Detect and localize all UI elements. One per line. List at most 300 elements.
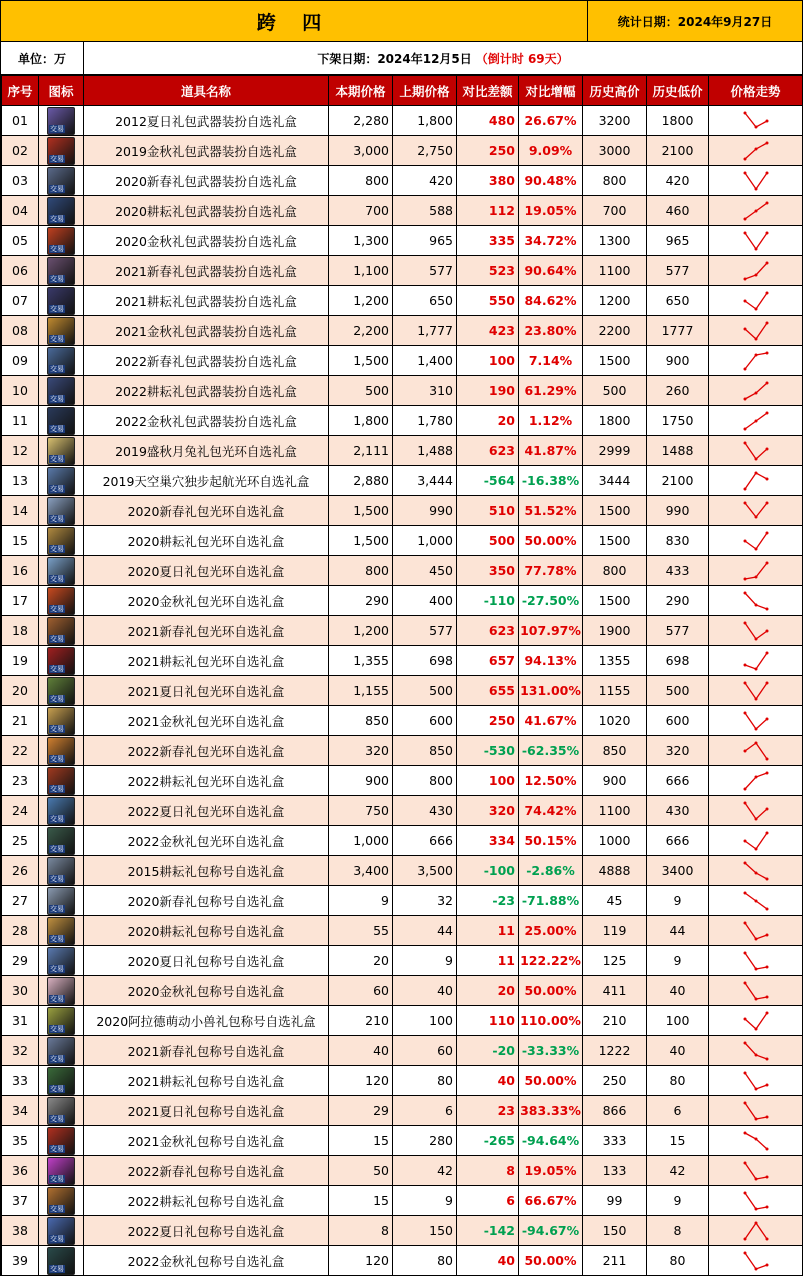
sparkline-point	[743, 501, 746, 504]
row-number: 18	[2, 616, 39, 646]
sparkline-point	[754, 353, 757, 356]
item-name: 2021夏日礼包光环自选礼盒	[84, 676, 329, 706]
price-trend-sparkline	[741, 1218, 771, 1244]
current-price: 15	[329, 1186, 393, 1216]
row-number: 16	[2, 556, 39, 586]
off-shelf-label: 下架日期：2024年12月5日	[317, 51, 472, 66]
sparkline-point	[754, 637, 757, 640]
table-row	[2, 346, 803, 376]
price-trend-cell	[709, 406, 803, 436]
item-icon-cell	[39, 616, 84, 646]
price-table	[1, 75, 803, 1276]
sparkline-point	[765, 201, 768, 204]
history-high: 1100	[583, 796, 647, 826]
sparkline-point	[754, 727, 757, 730]
price-change-percent: 50.00%	[519, 1066, 583, 1096]
sparkline-point	[754, 1207, 757, 1210]
price-trend-sparkline	[741, 588, 771, 614]
sparkline-point	[765, 119, 768, 122]
current-price: 3,400	[329, 856, 393, 886]
price-change-percent: 34.72%	[519, 226, 583, 256]
sparkline-point	[743, 921, 746, 924]
history-high: 1200	[583, 286, 647, 316]
history-high: 1355	[583, 646, 647, 676]
sparkline-point	[743, 397, 746, 400]
table-row	[2, 916, 803, 946]
price-change-percent: 90.48%	[519, 166, 583, 196]
gift-box-icon	[47, 617, 75, 645]
sparkline-point	[765, 531, 768, 534]
price-difference: 655	[457, 676, 519, 706]
price-trend-sparkline	[741, 288, 771, 314]
sparkline-point	[743, 787, 746, 790]
sparkline-point	[754, 337, 757, 340]
history-high: 1155	[583, 676, 647, 706]
price-trend-cell	[709, 106, 803, 136]
item-name: 2022金秋礼包光环自选礼盒	[84, 826, 329, 856]
price-change-percent: -2.86%	[519, 856, 583, 886]
table-row	[2, 1246, 803, 1276]
gift-box-icon	[47, 317, 75, 345]
item-icon-cell	[39, 226, 84, 256]
price-change-percent: 66.67%	[519, 1186, 583, 1216]
sparkline-line	[745, 593, 767, 609]
gift-box-icon	[47, 1007, 75, 1035]
current-price: 2,200	[329, 316, 393, 346]
gift-box-icon	[47, 557, 75, 585]
trade-tag: 交易	[50, 154, 64, 163]
sparkline-line	[745, 983, 767, 999]
sparkline-point	[765, 141, 768, 144]
item-icon-cell	[39, 856, 84, 886]
current-price: 320	[329, 736, 393, 766]
item-icon-cell	[39, 916, 84, 946]
price-difference: 112	[457, 196, 519, 226]
item-name: 2021耕耘礼包称号自选礼盒	[84, 1066, 329, 1096]
price-trend-cell	[709, 556, 803, 586]
price-trend-sparkline	[741, 1038, 771, 1064]
trade-tag: 交易	[50, 184, 64, 193]
price-difference: 8	[457, 1156, 519, 1186]
item-icon-cell	[39, 166, 84, 196]
price-difference: -100	[457, 856, 519, 886]
history-high: 2200	[583, 316, 647, 346]
price-trend-cell	[709, 1066, 803, 1096]
previous-price: 400	[393, 586, 457, 616]
history-high: 250	[583, 1066, 647, 1096]
history-low: 3400	[647, 856, 709, 886]
price-change-percent: 51.52%	[519, 496, 583, 526]
trade-tag: 交易	[50, 754, 64, 763]
current-price: 55	[329, 916, 393, 946]
history-low: 965	[647, 226, 709, 256]
item-name: 2021新春礼包称号自选礼盒	[84, 1036, 329, 1066]
item-icon-cell	[39, 1096, 84, 1126]
history-high: 1020	[583, 706, 647, 736]
sparkline-line	[745, 113, 767, 127]
price-trend-cell	[709, 586, 803, 616]
current-price: 1,155	[329, 676, 393, 706]
item-name: 2020金秋礼包光环自选礼盒	[84, 586, 329, 616]
row-number: 22	[2, 736, 39, 766]
item-name: 2020夏日礼包称号自选礼盒	[84, 946, 329, 976]
previous-price: 3,500	[393, 856, 457, 886]
sparkline-point	[754, 1177, 757, 1180]
trade-tag: 交易	[50, 274, 64, 283]
row-number: 32	[2, 1036, 39, 1066]
gift-box-icon	[47, 227, 75, 255]
price-difference: 523	[457, 256, 519, 286]
current-price: 1,800	[329, 406, 393, 436]
previous-price: 6	[393, 1096, 457, 1126]
trade-tag: 交易	[50, 724, 64, 733]
previous-price: 588	[393, 196, 457, 226]
price-trend-sparkline	[741, 138, 771, 164]
countdown-label: （倒计时 69天）	[475, 51, 569, 66]
table-row	[2, 886, 803, 916]
table-row	[2, 1126, 803, 1156]
history-low: 9	[647, 886, 709, 916]
price-change-percent: 383.33%	[519, 1096, 583, 1126]
history-high: 411	[583, 976, 647, 1006]
previous-price: 80	[393, 1246, 457, 1276]
price-difference: -20	[457, 1036, 519, 1066]
item-icon-cell	[39, 1036, 84, 1066]
sparkline-point	[765, 717, 768, 720]
sparkline-point	[743, 663, 746, 666]
price-difference: 250	[457, 136, 519, 166]
price-trend-cell	[709, 676, 803, 706]
item-icon-cell	[39, 346, 84, 376]
previous-price: 100	[393, 1006, 457, 1036]
trade-tag: 交易	[50, 634, 64, 643]
price-change-percent: 25.00%	[519, 916, 583, 946]
item-name: 2022金秋礼包武器装扮自选礼盒	[84, 406, 329, 436]
price-change-percent: -33.33%	[519, 1036, 583, 1066]
current-price: 800	[329, 556, 393, 586]
sparkline-point	[765, 1147, 768, 1150]
price-change-percent: 50.00%	[519, 976, 583, 1006]
history-high: 45	[583, 886, 647, 916]
trade-tag: 交易	[50, 844, 64, 853]
table-row	[2, 556, 803, 586]
gift-box-icon	[47, 437, 75, 465]
history-high: 1500	[583, 346, 647, 376]
table-row	[2, 166, 803, 196]
price-difference: 100	[457, 766, 519, 796]
price-difference: 100	[457, 346, 519, 376]
sparkline-line	[745, 533, 767, 549]
sparkline-point	[765, 477, 768, 480]
item-name: 2021金秋礼包称号自选礼盒	[84, 1126, 329, 1156]
sparkline-point	[743, 157, 746, 160]
sparkline-point	[754, 817, 757, 820]
history-low: 698	[647, 646, 709, 676]
history-low: 44	[647, 916, 709, 946]
row-number: 09	[2, 346, 39, 376]
price-difference: 510	[457, 496, 519, 526]
trade-tag: 交易	[50, 334, 64, 343]
history-high: 125	[583, 946, 647, 976]
history-high: 3200	[583, 106, 647, 136]
history-high: 1300	[583, 226, 647, 256]
gift-box-icon	[47, 677, 75, 705]
current-price: 1,000	[329, 826, 393, 856]
sparkline-point	[743, 277, 746, 280]
history-high: 150	[583, 1216, 647, 1246]
gift-box-icon	[47, 137, 75, 165]
history-low: 420	[647, 166, 709, 196]
row-number: 30	[2, 976, 39, 1006]
trade-tag: 交易	[50, 994, 64, 1003]
current-price: 290	[329, 586, 393, 616]
sparkline-point	[765, 321, 768, 324]
table-row	[2, 1216, 803, 1246]
item-name: 2021耕耘礼包武器装扮自选礼盒	[84, 286, 329, 316]
sparkline-point	[765, 771, 768, 774]
previous-price: 430	[393, 796, 457, 826]
trade-tag: 交易	[50, 934, 64, 943]
price-trend-cell	[709, 1216, 803, 1246]
history-low: 1488	[647, 436, 709, 466]
price-change-percent: 74.42%	[519, 796, 583, 826]
price-difference: 250	[457, 706, 519, 736]
history-low: 433	[647, 556, 709, 586]
price-difference: 20	[457, 976, 519, 1006]
sparkline-point	[765, 907, 768, 910]
history-low: 577	[647, 616, 709, 646]
price-difference: 190	[457, 376, 519, 406]
sparkline-point	[743, 1251, 746, 1254]
item-name: 2021耕耘礼包光环自选礼盒	[84, 646, 329, 676]
sparkline-line	[745, 683, 767, 699]
table-row	[2, 466, 803, 496]
item-name: 2020耕耘礼包称号自选礼盒	[84, 916, 329, 946]
previous-price: 1,780	[393, 406, 457, 436]
column-header: 序号	[2, 76, 39, 106]
sparkline-point	[765, 231, 768, 234]
column-header: 本期价格	[329, 76, 393, 106]
sparkline-line	[745, 1133, 767, 1149]
history-high: 133	[583, 1156, 647, 1186]
history-high: 333	[583, 1126, 647, 1156]
item-name: 2019金秋礼包武器装扮自选礼盒	[84, 136, 329, 166]
item-name: 2021新春礼包光环自选礼盒	[84, 616, 329, 646]
previous-price: 280	[393, 1126, 457, 1156]
price-trend-sparkline	[741, 798, 771, 824]
sparkline-line	[745, 953, 767, 969]
table-row	[2, 136, 803, 166]
price-trend-sparkline	[741, 438, 771, 464]
row-number: 31	[2, 1006, 39, 1036]
current-price: 700	[329, 196, 393, 226]
item-icon-cell	[39, 1156, 84, 1186]
gift-box-icon	[47, 767, 75, 795]
item-icon-cell	[39, 736, 84, 766]
item-icon-cell	[39, 646, 84, 676]
sparkline-line	[745, 1193, 767, 1209]
price-trend-sparkline	[741, 768, 771, 794]
trade-tag: 交易	[50, 664, 64, 673]
sparkline-point	[765, 933, 768, 936]
previous-price: 965	[393, 226, 457, 256]
item-icon-cell	[39, 796, 84, 826]
table-row	[2, 766, 803, 796]
column-header: 上期价格	[393, 76, 457, 106]
previous-price: 9	[393, 1186, 457, 1216]
row-number: 12	[2, 436, 39, 466]
price-trend-sparkline	[741, 198, 771, 224]
sparkline-point	[754, 547, 757, 550]
history-low: 15	[647, 1126, 709, 1156]
gift-box-icon	[47, 587, 75, 615]
sparkline-line	[745, 623, 767, 639]
table-row	[2, 376, 803, 406]
price-difference: 423	[457, 316, 519, 346]
previous-price: 666	[393, 826, 457, 856]
trade-tag: 交易	[50, 424, 64, 433]
price-difference: -142	[457, 1216, 519, 1246]
item-name: 2020夏日礼包光环自选礼盒	[84, 556, 329, 586]
item-icon-cell	[39, 706, 84, 736]
row-number: 20	[2, 676, 39, 706]
table-row	[2, 946, 803, 976]
previous-price: 577	[393, 256, 457, 286]
current-price: 1,100	[329, 256, 393, 286]
table-row	[2, 496, 803, 526]
previous-price: 1,777	[393, 316, 457, 346]
current-price: 40	[329, 1036, 393, 1066]
sparkline-point	[765, 561, 768, 564]
history-low: 40	[647, 976, 709, 1006]
history-low: 666	[647, 766, 709, 796]
price-difference: 23	[457, 1096, 519, 1126]
item-name: 2015耕耘礼包称号自选礼盒	[84, 856, 329, 886]
trade-tag: 交易	[50, 214, 64, 223]
gift-box-icon	[47, 497, 75, 525]
row-number: 07	[2, 286, 39, 316]
item-icon-cell	[39, 136, 84, 166]
current-price: 2,111	[329, 436, 393, 466]
sparkline-point	[743, 981, 746, 984]
item-icon-cell	[39, 976, 84, 1006]
price-change-percent: 84.62%	[519, 286, 583, 316]
table-row	[2, 406, 803, 436]
sparkline-point	[765, 1083, 768, 1086]
sparkline-point	[765, 291, 768, 294]
row-number: 36	[2, 1156, 39, 1186]
sparkline-point	[754, 1137, 757, 1140]
current-price: 50	[329, 1156, 393, 1186]
gift-box-icon	[47, 527, 75, 555]
price-trend-cell	[709, 886, 803, 916]
item-name: 2020阿拉德萌动小兽礼包称号自选礼盒	[84, 1006, 329, 1036]
history-low: 1750	[647, 406, 709, 436]
price-trend-sparkline	[741, 558, 771, 584]
price-trend-cell	[709, 1186, 803, 1216]
item-name: 2020耕耘礼包光环自选礼盒	[84, 526, 329, 556]
price-trend-sparkline	[741, 828, 771, 854]
history-low: 990	[647, 496, 709, 526]
history-low: 2100	[647, 136, 709, 166]
item-name: 2022新春礼包武器装扮自选礼盒	[84, 346, 329, 376]
row-number: 24	[2, 796, 39, 826]
price-trend-cell	[709, 286, 803, 316]
table-row	[2, 106, 803, 136]
price-change-percent: 1.12%	[519, 406, 583, 436]
price-trend-cell	[709, 1006, 803, 1036]
trade-tag: 交易	[50, 124, 64, 133]
gift-box-icon	[47, 107, 75, 135]
history-high: 1500	[583, 496, 647, 526]
sparkline-point	[754, 1027, 757, 1030]
item-name: 2021新春礼包武器装扮自选礼盒	[84, 256, 329, 286]
sparkline-point	[743, 299, 746, 302]
price-change-percent: 61.29%	[519, 376, 583, 406]
item-icon-cell	[39, 556, 84, 586]
table-row	[2, 976, 803, 1006]
sparkline-point	[754, 273, 757, 276]
price-difference: 11	[457, 946, 519, 976]
price-trend-sparkline	[741, 1098, 771, 1124]
item-icon-cell	[39, 106, 84, 136]
history-high: 1800	[583, 406, 647, 436]
history-low: 600	[647, 706, 709, 736]
history-low: 666	[647, 826, 709, 856]
table-row	[2, 1066, 803, 1096]
sparkline-point	[754, 1267, 757, 1270]
price-trend-sparkline	[741, 918, 771, 944]
trade-tag: 交易	[50, 1144, 64, 1153]
price-trend-cell	[709, 916, 803, 946]
stat-date: 统计日期：2024年9月27日	[617, 14, 773, 29]
sparkline-point	[743, 217, 746, 220]
table-row	[2, 526, 803, 556]
sparkline-line	[745, 653, 767, 669]
history-low: 1800	[647, 106, 709, 136]
history-high: 211	[583, 1246, 647, 1276]
price-trend-cell	[709, 316, 803, 346]
history-low: 577	[647, 256, 709, 286]
sparkline-point	[765, 351, 768, 354]
current-price: 1,500	[329, 526, 393, 556]
price-trend-cell	[709, 1096, 803, 1126]
gift-box-icon	[47, 167, 75, 195]
price-trend-sparkline	[741, 318, 771, 344]
column-header: 道具名称	[84, 76, 329, 106]
current-price: 120	[329, 1066, 393, 1096]
previous-price: 1,488	[393, 436, 457, 466]
sparkline-point	[765, 171, 768, 174]
sparkline-point	[765, 629, 768, 632]
previous-price: 698	[393, 646, 457, 676]
trade-tag: 交易	[50, 1024, 64, 1033]
off-shelf-date	[84, 42, 802, 74]
item-icon-cell	[39, 1186, 84, 1216]
gift-box-icon	[47, 827, 75, 855]
previous-price: 310	[393, 376, 457, 406]
gift-box-icon	[47, 857, 75, 885]
sparkline-point	[743, 1161, 746, 1164]
sparkline-line	[745, 1163, 767, 1179]
history-low: 9	[647, 1186, 709, 1216]
gift-box-icon	[47, 887, 75, 915]
sparkline-line	[745, 743, 767, 759]
sparkline-line	[745, 1043, 767, 1059]
item-name: 2022耕耘礼包称号自选礼盒	[84, 1186, 329, 1216]
current-price: 8	[329, 1216, 393, 1246]
trade-tag: 交易	[50, 1204, 64, 1213]
